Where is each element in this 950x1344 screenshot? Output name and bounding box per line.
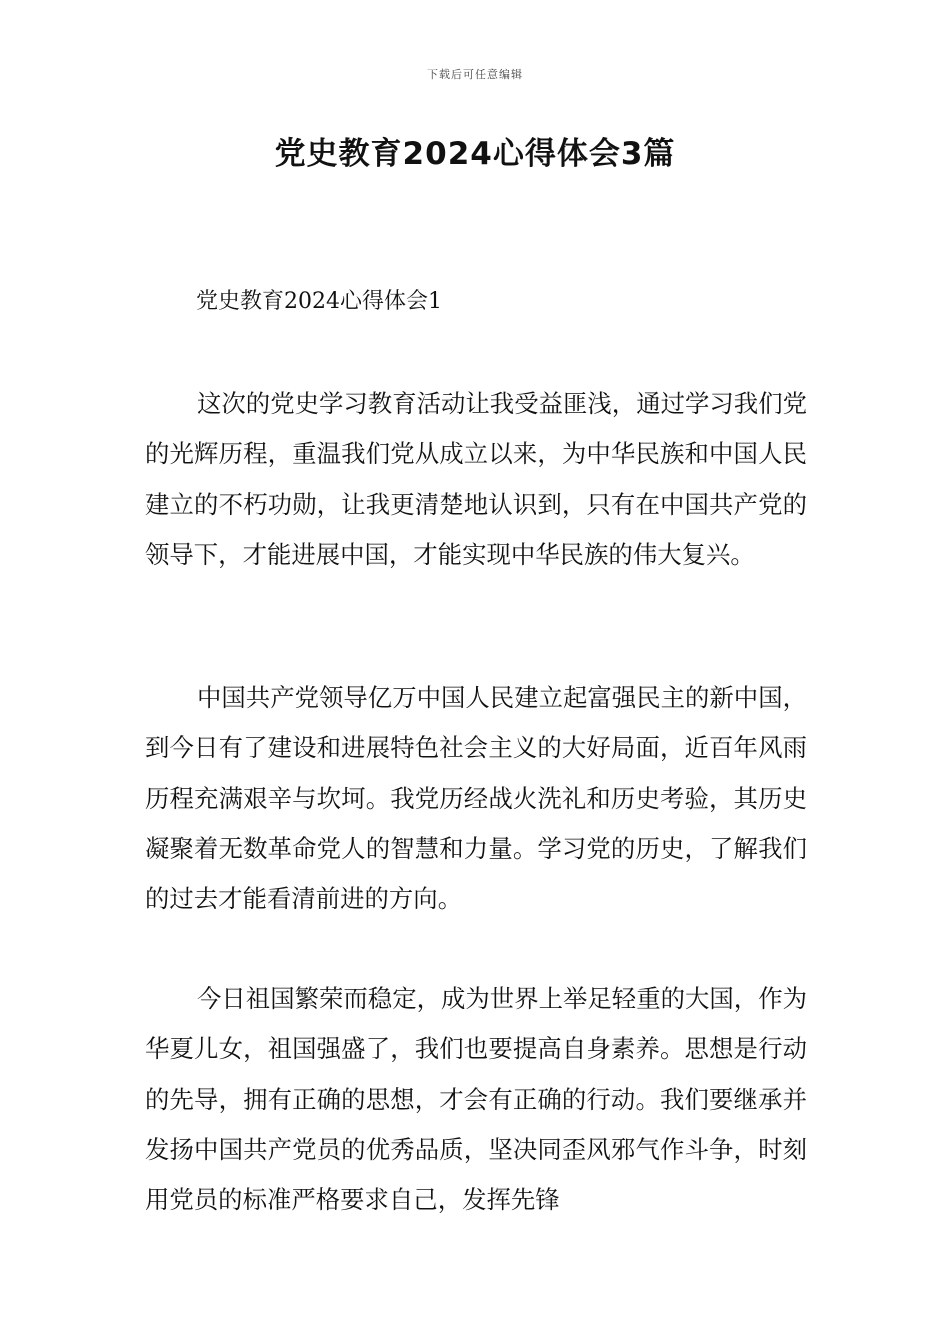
- section-heading: 党史教育2024心得体会1: [196, 289, 442, 314]
- paragraph-3: 今日祖国繁荣而稳定，成为世界上举足轻重的大国，作为华夏儿女，祖国强盛了，我们也要提高自身素养。思想是行动的先导，拥有正确的思想，才会有正确的行动。我们要继承并发扬中国共产党员的优秀品质，坚决同歪风邪气作斗争，时刻用党员的标准严格要求自己，发挥先锋: [145, 984, 807, 1215]
- document-title: 党史教育2024心得体会3篇: [274, 136, 676, 172]
- paragraph-1: 这次的党史学习教育活动让我受益匪浅，通过学习我们党的光辉历程，重温我们党从成立以来，为中华民族和中国人民建立的不朽功勋，让我更清楚地认识到，只有在中国共产党的领导下，才能进展中国，才能实现中华民族的伟大复兴。: [145, 389, 807, 569]
- header-note: 下载后可任意编辑: [427, 68, 523, 81]
- paragraph-block-1: [145, 379, 807, 580]
- paragraph-2: 中国共产党领导亿万中国人民建立起富强民主的新中国，到今日有了建设和进展特色社会主义的大好局面，近百年风雨历程充满艰辛与坎坷。我党历经战火洗礼和历史考验，其历史凝聚着无数革命党人的智慧和力量。学习党的历史，了解我们的过去才能看清前进的方向。: [145, 683, 807, 914]
- paragraph-block-2: [145, 673, 807, 924]
- paragraph-block-3: [145, 974, 807, 1225]
